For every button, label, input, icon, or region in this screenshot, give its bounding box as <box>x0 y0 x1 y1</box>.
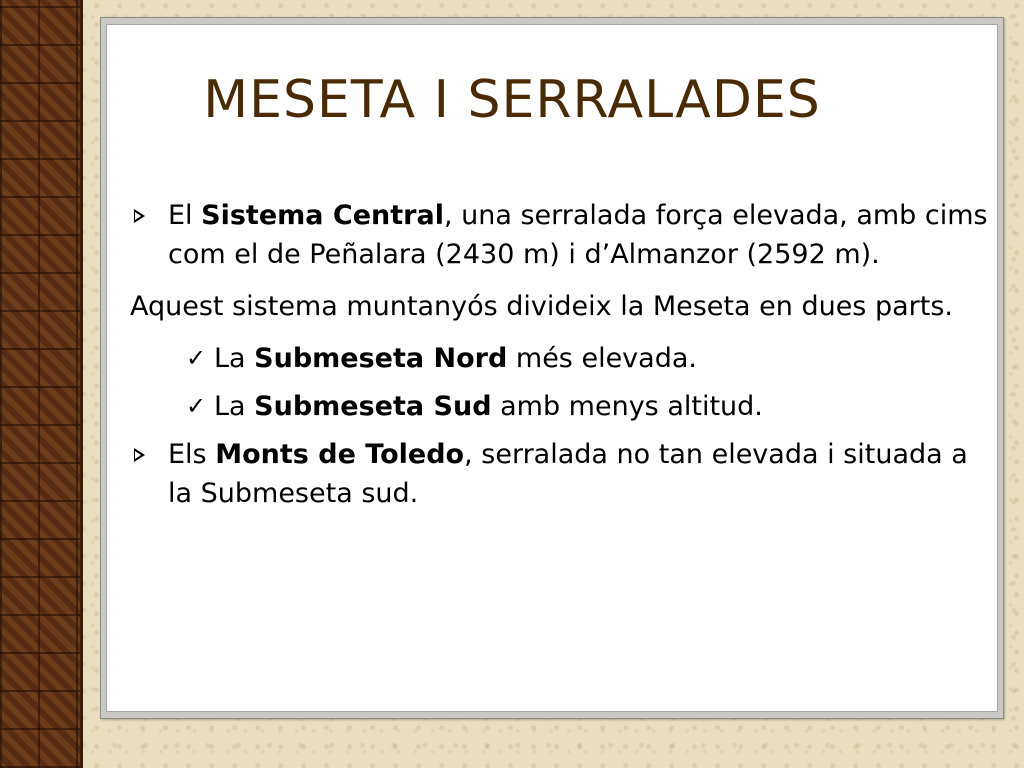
item-text-post: amb menys altitud. <box>491 391 763 422</box>
item-text-pre: La <box>214 343 255 374</box>
slide-title: MESETA I SERRALADES <box>203 70 821 130</box>
paragraph-meseta-division <box>130 287 994 326</box>
sub-item-submeseta-sud <box>130 387 994 426</box>
arrow-bullet-icon <box>134 448 145 462</box>
item-text-bold: Submeseta Nord <box>254 343 508 374</box>
sub-item-submeseta-nord <box>130 339 994 378</box>
item-text-post: més elevada. <box>507 343 697 374</box>
item-text-bold: Sistema Central <box>201 200 444 231</box>
item-text-pre: El <box>168 200 202 231</box>
item-text-bold: Monts de Toledo <box>215 439 465 470</box>
item-text-pre: La <box>214 391 255 422</box>
paragraph-text: Aquest sistema muntanyós divideix la Meseta en dues parts. <box>130 291 953 322</box>
checkmark-bullet-icon: ✓ <box>186 344 207 372</box>
item-text-post: , una serralada força elevada, amb cims com el de Peñalara (2430 m) i d’Almanzor (2592 m). <box>168 200 988 270</box>
item-text-post: , serralada no tan elevada i situada a la Submeseta sud. <box>168 439 968 509</box>
bullet-item-monts-de-toledo <box>130 435 994 513</box>
item-text-bold: Submeseta Sud <box>254 391 492 422</box>
slide-body <box>130 196 994 526</box>
item-text-pre: Els <box>168 439 216 470</box>
bullet-item-sistema-central <box>130 196 994 274</box>
checkmark-bullet-icon: ✓ <box>186 392 207 420</box>
arrow-bullet-icon <box>134 209 145 223</box>
